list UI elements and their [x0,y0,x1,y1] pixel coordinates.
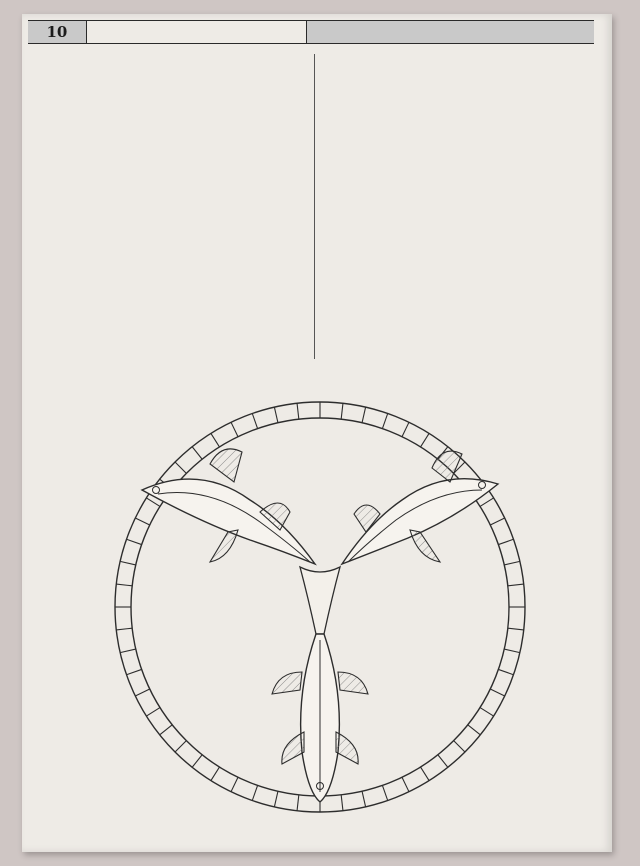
text-line [322,191,586,209]
ring-cell-divider [438,755,448,768]
ring-cell-divider [402,777,409,791]
ring-cell-divider [498,669,513,674]
text-line [58,130,308,148]
ring-cell-divider [382,785,387,800]
page-header [28,20,594,44]
verse-line [58,340,308,358]
text-line [322,270,586,288]
text-line [322,234,586,252]
ring-cell-divider [116,628,132,630]
paragraph [322,60,586,113]
ring-cell-divider [127,669,142,674]
text-line [58,95,308,113]
right-column [322,60,586,401]
ring-cell-divider [454,741,465,752]
page-number: 10 [28,21,87,43]
fish-body-center [300,567,340,634]
text-line [322,305,586,323]
paragraph [322,234,586,357]
text-line [322,209,586,227]
column-divider [314,54,315,359]
ring-cell-divider [297,403,299,419]
text-line [58,166,308,184]
ring-cell-divider [341,403,343,419]
ring-cell-divider [211,767,220,781]
ring-cell-divider [341,795,343,811]
ring-cell-divider [252,785,257,800]
text-line [322,156,586,174]
ring-cell-divider [421,767,430,781]
ring-cell-divider [297,795,299,811]
text-line [58,78,308,96]
ring-cell-divider [508,628,524,630]
ring-cell-divider [362,407,366,423]
text-line [322,78,586,96]
text-line [322,138,586,156]
ring-cell-divider [135,518,149,525]
ring-cell-divider [504,561,520,565]
ring-cell-divider [135,689,149,696]
ring-cell-divider [192,755,202,768]
ring-cell-divider [120,561,136,565]
ring-cell-divider [192,447,202,460]
ring-cell-divider [175,462,186,473]
text-line [58,254,308,272]
fish-top-right [342,451,498,564]
verse-line [58,322,308,340]
ring-cell-divider [231,777,238,791]
ring-cell-divider [274,791,278,807]
verse-line [58,305,308,323]
ring-cell-divider [508,584,524,586]
ring-cell-divider [480,498,494,507]
text-line [58,201,308,219]
paragraph [322,121,586,227]
text-line [58,218,308,236]
ring-cell-divider [146,708,160,717]
ring-cell-divider [160,725,173,735]
text-line [322,287,586,305]
ring-cell-divider [490,518,504,525]
text-line [58,236,308,254]
ring-cell-divider [231,422,238,436]
ring-cell-divider [274,407,278,423]
publication-title [306,21,594,43]
text-line [58,113,308,131]
ring-cell-divider [480,708,494,717]
fish-bottom [272,634,368,802]
ring-cell-divider [402,422,409,436]
ring-cell-divider [362,791,366,807]
ring-cell-divider [127,539,142,544]
verse-block [58,305,308,375]
ring-cell-divider [468,725,481,735]
fish-bandha-diagram [110,372,550,832]
text-line [58,60,308,78]
ring-cell-divider [120,649,136,653]
text-line [322,340,586,358]
text-line [58,148,308,166]
ring-cell-divider [382,414,387,429]
ring-cell-divider [175,741,186,752]
ring-cell-divider [498,539,513,544]
text-line [58,183,308,201]
ring-cell-divider [504,649,520,653]
paragraph [58,60,308,271]
ring-cell-divider [116,584,132,586]
text-line [322,95,586,113]
text-line [322,121,586,139]
ring-cell-divider [421,433,430,447]
ring-cell-divider [211,433,220,447]
text-line [322,252,586,270]
ring-cell-divider [252,414,257,429]
text-line [322,174,586,192]
text-line [322,60,586,78]
ring-cell-divider [490,689,504,696]
section-subheading [58,279,308,297]
text-line [322,322,586,340]
fish-top-left [142,449,315,564]
